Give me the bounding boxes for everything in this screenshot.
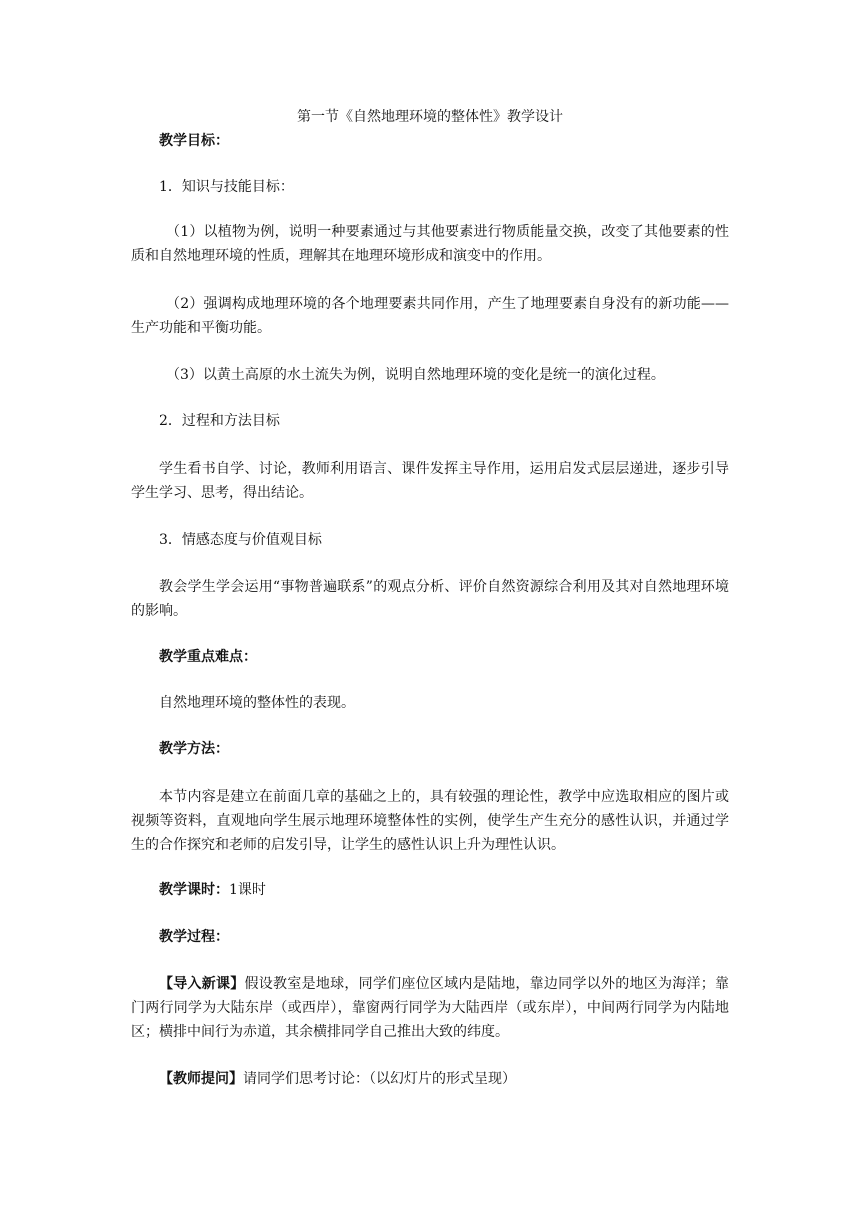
question-paragraph bbox=[131, 1067, 729, 1091]
intro-text: 假设教室是地球，同学们座位区域内是陆地，靠边同学以外的地区为海洋；靠门两行同学为大陆东岸（或西岸），靠窗两行同学为大陆西岸（或东岸），中间两行同学为内陆地区；横排中间行为赤道，其余横排同学自己推出大致的纬度。 bbox=[131, 976, 730, 1040]
objectives-heading: 教学目标： bbox=[159, 133, 229, 149]
knowledge-item-3: （3）以黄土高原的水土流失为例，说明自然地理环境的变化是统一的演化过程。 bbox=[166, 367, 665, 383]
document-title: 第一节《自然地理环境的整体性》教学设计 bbox=[297, 109, 563, 125]
intro-paragraph bbox=[131, 972, 729, 1044]
key-points-heading: 教学重点难点： bbox=[159, 649, 257, 665]
hours-label: 教学课时： bbox=[159, 882, 229, 898]
methods-heading: 教学方法： bbox=[159, 741, 229, 757]
process-main-heading: 教学过程： bbox=[159, 929, 229, 945]
knowledge-heading: 1．知识与技能目标： bbox=[159, 179, 294, 195]
knowledge-item-2: （2）强调构成地理环境的各个地理要素共同作用，产生了地理要素自身没有的新功能——生产功能和平衡功能。 bbox=[131, 296, 729, 336]
hours-value: 1课时 bbox=[229, 882, 266, 898]
process-text: 学生看书自学、讨论，教师利用语言、课件发挥主导作用，运用启发式层层递进，逐步引导学生学习、思考，得出结论。 bbox=[131, 461, 729, 501]
question-label: 【教师提问】 bbox=[159, 1071, 243, 1087]
key-points-text: 自然地理环境的整体性的表现。 bbox=[159, 695, 355, 711]
hours-line bbox=[131, 878, 729, 902]
methods-text: 本节内容是建立在前面几章的基础之上的，具有较强的理论性，教学中应选取相应的图片或视频等资料，直观地向学生展示地理环境整体性的实例，使学生产生充分的感性认识，并通过学生的合作探究和老师的启发引导，让学生的感性认识上升为理性认识。 bbox=[131, 789, 729, 853]
process-heading: 2．过程和方法目标 bbox=[159, 413, 280, 429]
intro-label: 【导入新课】 bbox=[159, 976, 245, 992]
emotion-text: 教会学生学会运用“事物普遍联系”的观点分析、评价自然资源综合利用及其对自然地理环境的影响。 bbox=[131, 579, 729, 619]
knowledge-item-1: （1）以植物为例，说明一种要素通过与其他要素进行物质能量交换，改变了其他要素的性质和自然地理环境的性质，理解其在地理环境形成和演变中的作用。 bbox=[131, 224, 729, 264]
emotion-heading: 3．情感态度与价值观目标 bbox=[159, 532, 322, 548]
question-text: 请同学们思考讨论：（以幻灯片的形式呈现） bbox=[243, 1071, 516, 1087]
